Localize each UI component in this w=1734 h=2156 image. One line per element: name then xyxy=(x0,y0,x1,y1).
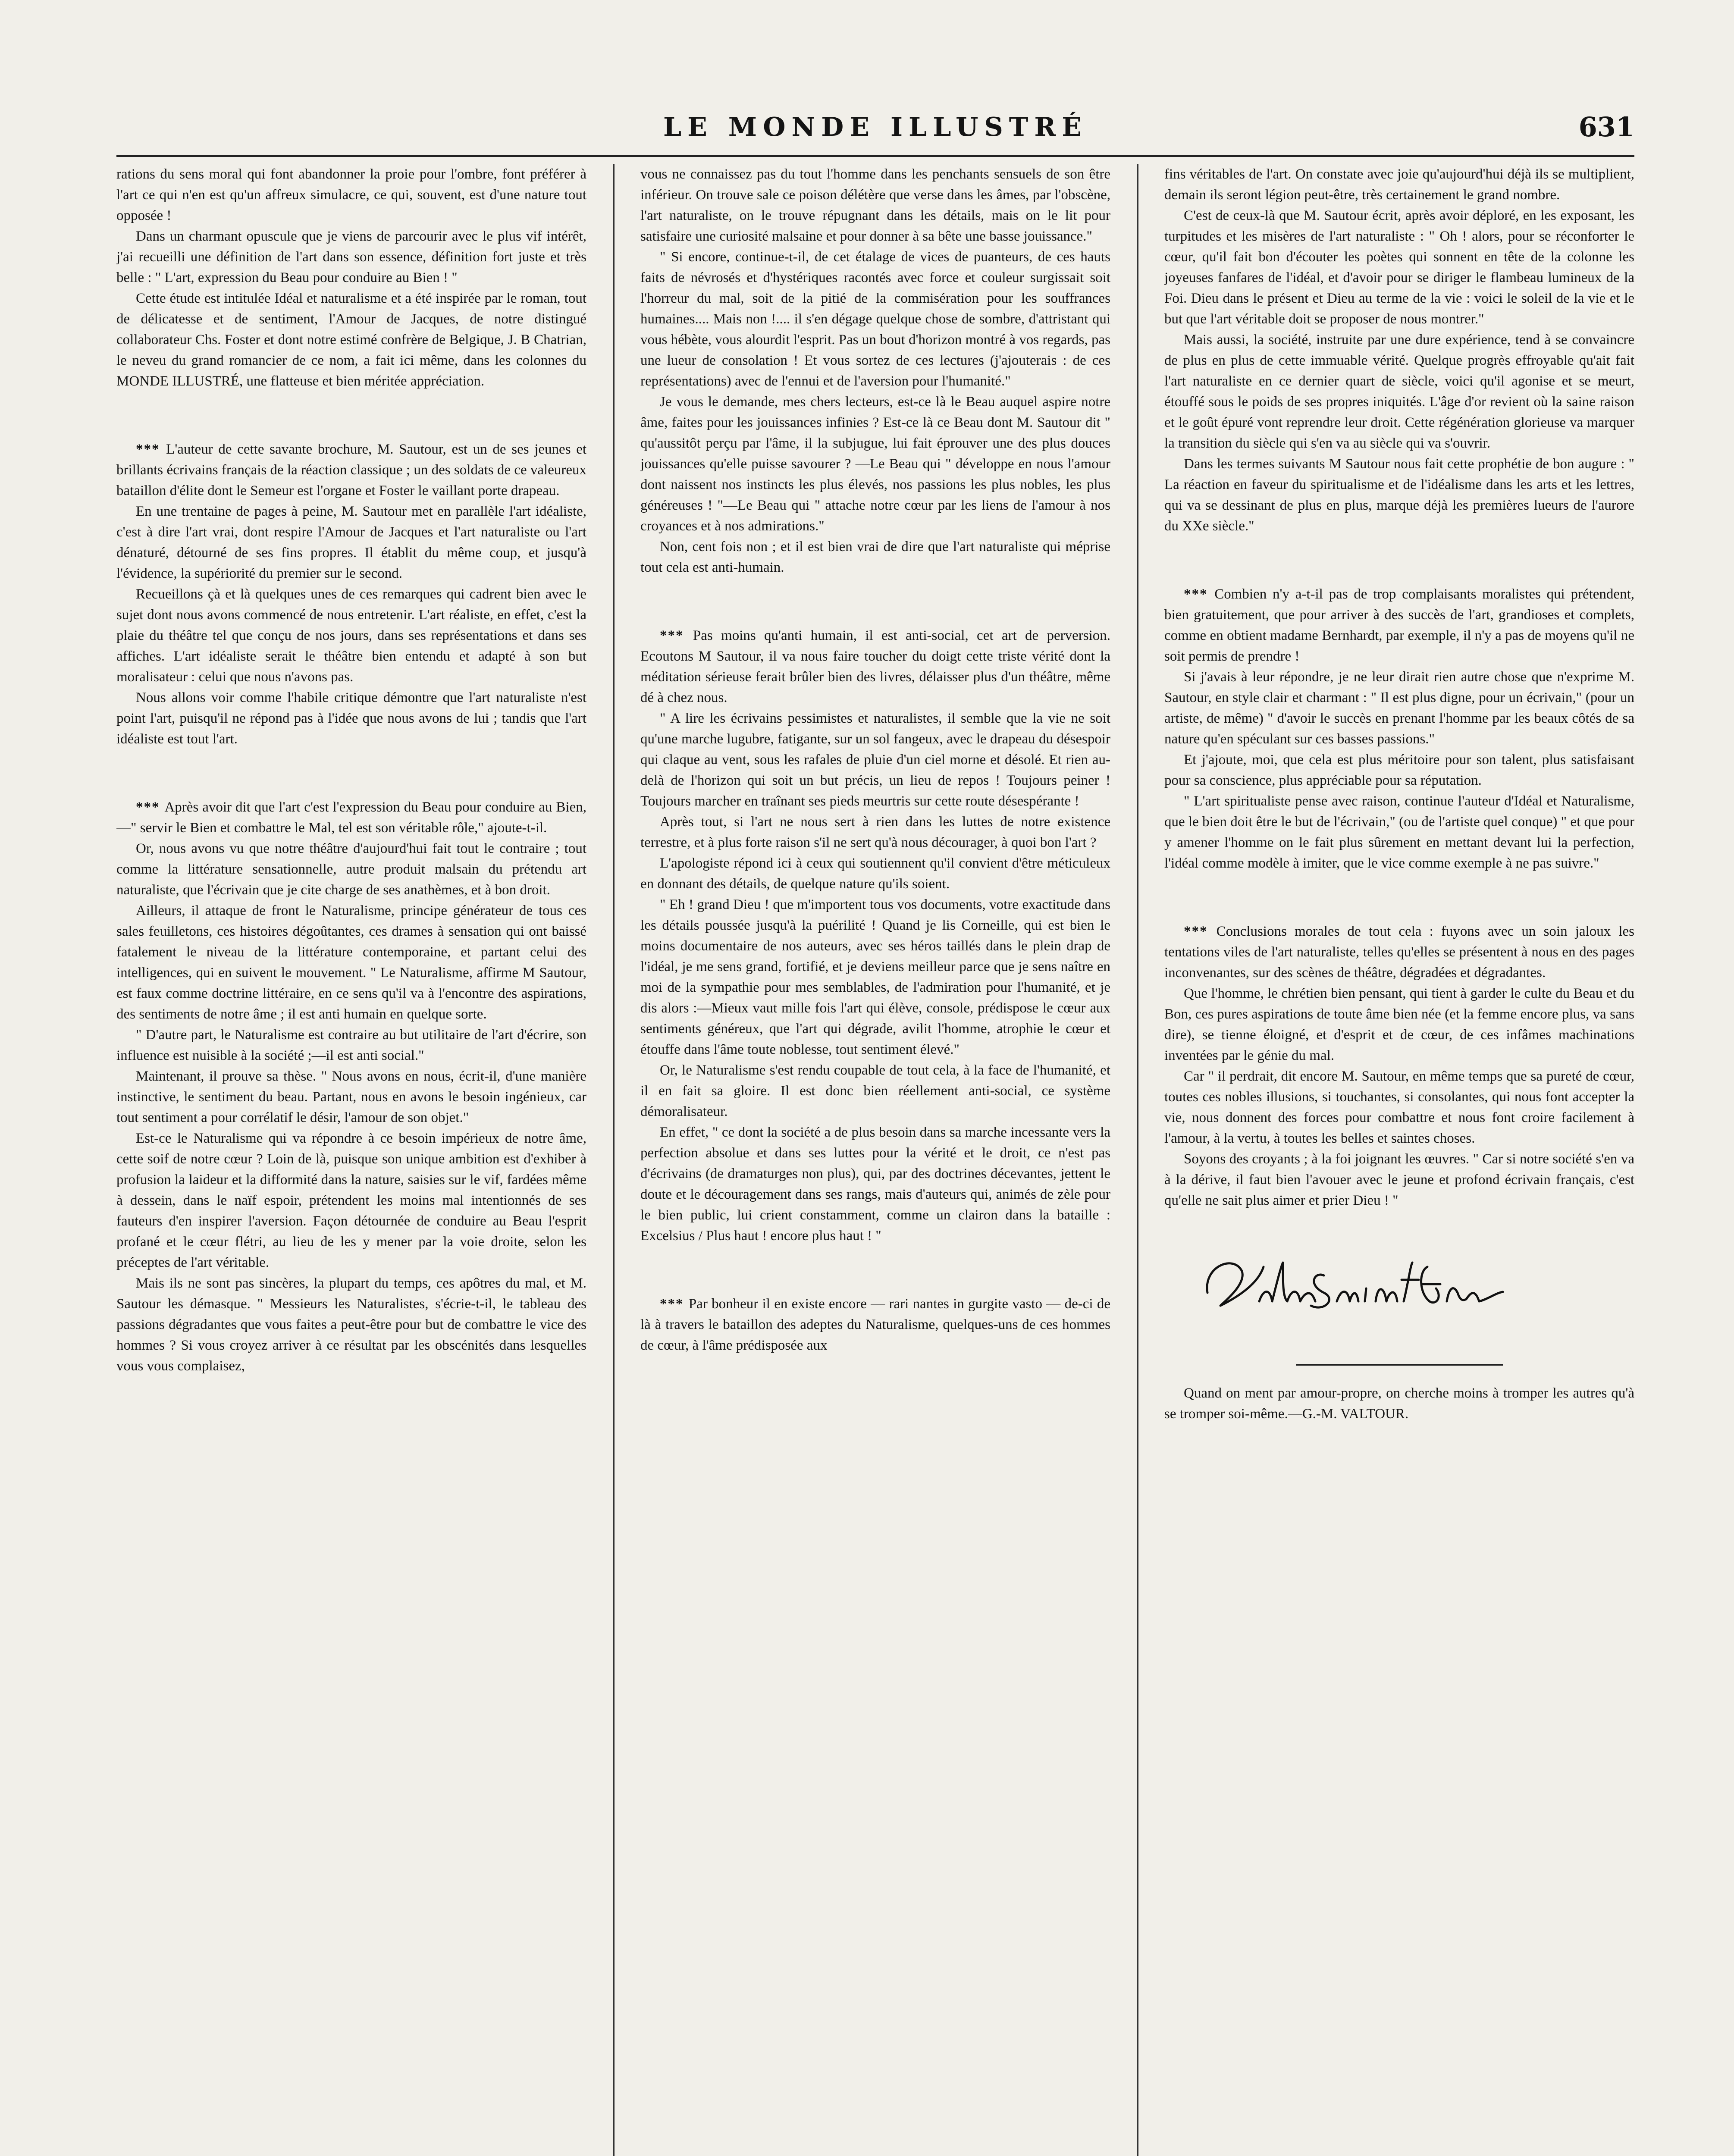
article-columns xyxy=(116,164,1634,2156)
paragraph: En effet, " ce dont la société a de plus besoin dans sa marche incessante vers la perfection absolue et dans ses luttes pour la vérité et le droit, ce n'est pas d'écrivains (de dramaturges non plus), qui, par des doctrines décevantes, jettent le doute et le découragement dans ses rangs, mais d'auteurs qui, animés de zèle pour le bien public, lui crient constamment, comme un clairon dans la bataille : Excelsius / Plus haut ! encore plus haut ! " xyxy=(640,1125,1110,1244)
paragraph: Nous allons voir comme l'habile critique démontre que l'art naturaliste n'est point l'art, puisqu'il ne répond pas à l'idée que nous avons de lui ; tandis que l'art idéaliste est tout l'art. xyxy=(116,690,586,747)
paragraph-text: Conclusions morales de tout cela : fuyons avec un soin jaloux les tentations viles de l'art naturaliste, telles qu'elles se présentent à nous en des pages inconvenantes, sur des scènes de théâtre, dégradées et dégradantes. xyxy=(1164,924,1634,981)
paragraph: " L'art spiritualiste pense avec raison, continue l'auteur d'Idéal et Naturalisme, que le bien doit être le but de l'écrivain," (ou de l'artiste quel conque) " et que pour y amener l'homme on le fait plus sûrement en mettant devant lui la perfection, l'idéal comme modèle à imiter, que le vice comme exemple à ne pas suivre." xyxy=(1164,793,1634,871)
paragraph xyxy=(116,797,586,838)
section xyxy=(640,1294,1110,1356)
paragraph-text: Pas moins qu'anti humain, il est anti-social, cet art de perversion. Ecoutons M Sautour, il va nous faire toucher du doigt cette triste vérité dont la méditation sérieuse ferait brûler bien des livres, délaisser plus d'un théâtre, même dé à chez nous. xyxy=(640,628,1110,705)
section-asterism: *** xyxy=(660,628,693,643)
paragraph: rations du sens moral qui font abandonner la proie pour l'ombre, font préférer à l'art ce qui n'en est qu'un affreux simulacre, ce qui, souvent, est d'une nature tout opposée ! xyxy=(116,166,586,223)
paragraph: Mais aussi, la société, instruite par une dure expérience, tend à se convaincre de plus en plus de cette immuable vérité. Quelque progrès effroyable qu'ait fait l'art naturaliste en ce dernier quart de siècle, voici qu'il agonise et se meurt, étouffé sous le poids de ses propres iniquités. L'âge d'or revient où la saine raison et le goût épuré vont reprendre leur droit. Cette régénération glorieuse va marquer la transition du siècle qui s'en va au siècle qui va s'ouvrir. xyxy=(1164,332,1634,451)
paragraph: Non, cent fois non ; et il est bien vrai de dire que l'art naturaliste qui méprise tout cela est anti-humain. xyxy=(640,539,1110,575)
paragraph: Car " il perdrait, dit encore M. Sautour, en même temps que sa pureté de cœur, toutes ces nobles illusions, si touchantes, si consolantes, qui nous font accepter la vie, nous donnent des forces pour combattre et nous font croire facilement à l'amour, à la vertu, à toutes les belles et saintes choses. xyxy=(1164,1069,1634,1146)
paragraph: Dans les termes suivants M Sautour nous fait cette prophétie de bon augure : " La réaction en faveur du spiritualisme et de l'idéalisme dans les arts et les lettres, qui va se dessinant de plus en plus, marque déjà les premières lueurs de l'aurore du XXe siècle." xyxy=(1164,456,1634,534)
handwritten-signature xyxy=(1195,1241,1505,1323)
column-divider xyxy=(613,164,615,2156)
paragraph: " D'autre part, le Naturalisme est contraire au but utilitaire de l'art d'écrire, son influence est nuisible à la société ;—il est anti social." xyxy=(116,1027,586,1063)
paragraph-text: Combien n'y a-t-il pas de trop complaisants moralistes qui prétendent, bien gratuitement, que pour arriver à des succès de l'art, grandioses et complets, comme en obtient madame Bernhardt, par exemple, il n'y a pas de moyens qu'il ne soit permis de prendre ! xyxy=(1164,586,1634,664)
closing-divider xyxy=(1296,1364,1503,1366)
paragraph-text: Après avoir dit que l'art c'est l'expression du Beau pour conduire au Bien,—" servir le Bien et combattre le Mal, tel est son véritable rôle," ajoute-t-il. xyxy=(116,799,586,836)
paragraph: Or, nous avons vu que notre théâtre d'aujourd'hui fait tout le contraire ; tout comme la littérature sensationnelle, autre produit malsain du prétendu art naturaliste, que l'écrivain que je cite charge de ses anathèmes, et à bon droit. xyxy=(116,841,586,898)
paragraph xyxy=(640,1294,1110,1356)
paragraph: Dans un charmant opuscule que je viens de parcourir avec le plus vif intérêt, j'ai recueilli une définition de l'art dans son essence, définition fort juste et très belle : " L'art, expression du Beau pour conduire au Bien ! " xyxy=(116,229,586,285)
masthead xyxy=(116,99,1634,157)
closing-maxim: Quand on ment par amour-propre, on cherche moins à tromper les autres qu'à se tromper soi-même.—G.-M. VALTOUR. xyxy=(1164,1385,1634,1422)
paragraph-text: Par bonheur il en existe encore — rari nantes in gurgite vasto — de-ci de là à travers le bataillon des adeptes du Naturalisme, quelques-uns de ces hommes de cœur, à l'âme prédisposée aux xyxy=(640,1296,1110,1353)
paragraph xyxy=(116,439,586,501)
newspaper-page xyxy=(116,99,1634,2156)
section-asterism: *** xyxy=(660,1296,689,1312)
paragraph: " Eh ! grand Dieu ! que m'importent tous vos documents, votre exactitude dans les détails poussée jusqu'à la puérilité ! Quand je lis Corneille, qui est bien le moins documentaire de nos auteurs, avec ses héros taillés dans le plein drap de l'idéal, je me sens grand, fortifié, et je deviens meilleur parce que je sens naître en moi de la sympathie pour mes semblables, de l'admiration pour l'humanité, et je dis alors :—Mieux vaut mille fois l'art qui élève, console, prédispose le cœur aux sentiments généreux, que l'art qui dégrade, avilit l'homme, atrophie le cœur et étouffe dans l'âme toute noblesse, tout sentiment élevé." xyxy=(640,897,1110,1057)
section xyxy=(116,439,586,749)
section xyxy=(1164,584,1634,874)
paragraph: vous ne connaissez pas du tout l'homme dans les penchants sensuels de son être inférieur. On trouve sale ce poison délétère que verse dans les âmes, par l'obscène, l'art naturaliste, on le trouve répugnant dans les détails, mais on le lit pour satisfaire une curiosité malsaine et pour donner à sa bête une basse jouissance." xyxy=(640,166,1110,244)
section-asterism: *** xyxy=(1184,924,1217,939)
paragraph: Si j'avais à leur répondre, je ne leur dirait rien autre chose que n'exprime M. Sautour, en style clair et charmant : " Il est plus digne, pour un écrivain," (pour un artiste, de même) " d'avoir le succès en prenant l'homme par les beaux côtés de sa nature qu'en spéculant sur ces basses passions." xyxy=(1164,669,1634,747)
paragraph: Cette étude est intitulée Idéal et naturalisme et a été inspirée par le roman, tout de délicatesse et de sentiment, l'Amour de Jacques, de notre distingué collaborateur Chs. Foster et dont notre estimé confrère de Belgique, J. B Chatrian, le neveu du grand romancier de ce nom, a fait ici même, dans les colonnes du MONDE ILLUSTRÉ, une flatteuse et bien méritée appréciation. xyxy=(116,291,586,389)
section xyxy=(116,797,586,1376)
column-3 xyxy=(1164,164,1634,2156)
paragraph-text: L'auteur de cette savante brochure, M. Sautour, est un de ses jeunes et brillants écrivains français de la réaction classique ; un des soldats de ce valeureux bataillon d'élite dont le Semeur est l'organe et Foster le vaillant porte drapeau. xyxy=(116,442,586,498)
paragraph xyxy=(640,625,1110,708)
column-1 xyxy=(116,164,586,2156)
paragraph: Soyons des croyants ; à la foi joignant les œuvres. " Car si notre société s'en va à la dérive, il faut bien l'avouer avec le jeune et profond écrivain français, c'est qu'elle ne sait plus aimer et prier Dieu ! " xyxy=(1164,1151,1634,1208)
paragraph: Ailleurs, il attaque de front le Naturalisme, principe générateur de tous ces sales feuilletons, ces histoires dégoûtantes, ces drames à sensation qui ont baissé fatalement le niveau de la littérature contemporaine, et partant celui des intelligences, qui en suivent le mouvement. " Le Naturalisme, affirme M Sautour, est faux comme doctrine littéraire, en ce sens qu'il va à l'encontre des aspirations, des sentiments de notre âme ; il est anti humain en quelque sorte. xyxy=(116,903,586,1022)
paragraph: Après tout, si l'art ne nous sert à rien dans les luttes de notre existence terrestre, et à plus forte raison s'il ne sert qu'à nous décourager, à quoi bon l'art ? xyxy=(640,814,1110,850)
paragraph xyxy=(1164,921,1634,983)
paragraph: Je vous le demande, mes chers lecteurs, est-ce là le Beau auquel aspire notre âme, faites pour les jouissances infinies ? Est-ce là ce Beau dont M. Sautour dit " qu'aussitôt perçu par l'âme, il la subjugue, lui fait éprouver une des plus douces jouissances qu'elle puisse savourer ? —Le Beau qui " développe en nous l'amour dont naissent nos instincts les plus élevés, nos passions les plus nobles, les plus généreuses ! "—Le Beau qui " attache notre cœur par les liens de l'amour à nos croyances et à nos admirations." xyxy=(640,394,1110,534)
section-asterism: *** xyxy=(136,799,165,815)
paragraph: Or, le Naturalisme s'est rendu coupable de tout cela, à la face de l'humanité, et il en fait sa gloire. Il est donc bien réellement anti-social, ce système démoralisateur. xyxy=(640,1062,1110,1119)
paragraph: En une trentaine de pages à peine, M. Sautour met en parallèle l'art idéaliste, c'est à dire l'art vrai, dont respire l'Amour de Jacques et l'art naturaliste ou l'art dénaturé, détourné de ses fins propres. Il établit du même coup, et jusqu'à l'évidence, la supériorité du premier sur le second. xyxy=(116,504,586,581)
paragraph: fins véritables de l'art. On constate avec joie qu'aujourd'hui déjà ils se multiplient, demain ils seront légion peut-être, très certainement le grand nombre. xyxy=(1164,166,1634,203)
paragraph: " Si encore, continue-t-il, de cet étalage de vices de puanteurs, de ces hauts faits de névrosés et d'hystériques racontés avec force et couleur surgissait soit l'horreur du mal, soit de la pitié de la commisération pour les souffrances humaines.... Mais non !.... il s'en dégage quelque chose de sombre, d'attristant qui vous hébète, vous alourdit l'esprit. Pas un bout d'horizon montré à vos regards, pas une lueur de consolation ! Et vous sortez de ces lectures (j'ajouterais : de ces représentations) avec de l'ennui et de l'aversion pour l'humanité." xyxy=(640,249,1110,389)
paragraph: Et j'ajoute, moi, que cela est plus méritoire pour son talent, plus satisfaisant pour sa conscience, plus appréciable pour sa réputation. xyxy=(1164,752,1634,788)
paragraph: Est-ce le Naturalisme qui va répondre à ce besoin impérieux de notre âme, cette soif de notre cœur ? Loin de là, puisque son unique ambition est d'exhiber à profusion la laideur et la difformité dans la nature, saisies sur le vif, fardées même à dessein, dans le naïf espoir, prétendent les moins mal intentionnés de ses fauteurs d'en inspirer l'aversion. Façon détournée de conduire au Beau l'esprit profané et le cœur flétri, au lieu de les y mener par la voie droite, selon les préceptes de l'art véritable. xyxy=(116,1131,586,1270)
paragraph: " A lire les écrivains pessimistes et naturalistes, il semble que la vie ne soit qu'une marche lugubre, fatigante, sur un sol fangeux, avec le drapeau du désespoir qui claque au vent, sous les rafales de pluie d'un ciel morne et désolé. Et rien au-delà de l'horizon qui soit un but précis, un lieu de repos ! Toujours peiner ! Toujours marcher en traînant ses pieds meurtris sur cette route désespérante ! xyxy=(640,711,1110,809)
paragraph: C'est de ceux-là que M. Sautour écrit, après avoir déploré, en les exposant, les turpitudes et les misères de l'art naturaliste : " Oh ! alors, pour se réconforter le cœur, qu'il fait bon d'écouter les poètes qui sonnent en tête de la colonne les joyeuses fanfares de l'idéal, et d'avoir pour se diriger le flambeau lumineux de la Foi. Dieu dans le présent et Dieu au terme de la vie : voici le soleil de la vie et le but que l'art véritable doit se proposer de nous montrer." xyxy=(1164,208,1634,327)
paragraph: Mais ils ne sont pas sincères, la plupart du temps, ces apôtres du mal, et M. Sautour les démasque. " Messieurs les Naturalistes, s'écrie-t-il, le tableau des passions dégradantes que vous faites a peut-être pour but de combattre le vice des hommes ? Si vous croyez arriver à ce résultat par les obscénités dans lesquelles vous vous complaisez, xyxy=(116,1275,586,1374)
section xyxy=(640,625,1110,1246)
paragraph: Que l'homme, le chrétien bien pensant, qui tient à garder le culte du Beau et du Bon, ces pures aspirations de toute âme bien née (et la femme encore plus, va sans dire), se tienne éloigné, et d'esprit et de cœur, de ces infâmes machinations inventées par le génie du mal. xyxy=(1164,986,1634,1063)
section xyxy=(1164,921,1634,1211)
section-asterism: *** xyxy=(1184,586,1215,602)
column-divider xyxy=(1137,164,1138,2156)
paragraph: Maintenant, il prouve sa thèse. " Nous avons en nous, écrit-il, d'une manière instinctive, le sentiment du beau. Partant, nous en avons le besoin ingénieux, car tout sentiment a pour corrélatif le désir, l'amour de son objet." xyxy=(116,1069,586,1125)
paragraph xyxy=(1164,584,1634,667)
column-2 xyxy=(640,164,1110,2156)
paragraph: L'apologiste répond ici à ceux qui soutiennent qu'il convient d'être méticuleux en donnant des détails, de quelque nature qu'ils soient. xyxy=(640,856,1110,892)
page-number: 631 xyxy=(1578,111,1634,143)
paragraph: Recueillons çà et là quelques unes de ces remarques qui cadrent bien avec le sujet dont nous avons commencé de nous entretenir. L'art réaliste, en effet, c'est la plaie du théâtre tel que conçu de nos jours, dans ses représentations et dans ses affiches. L'art idéaliste serait le théâtre bien entendu et adapté à son but moralisateur : celui que nous n'avons pas. xyxy=(116,586,586,685)
section-asterism: *** xyxy=(136,442,166,457)
newspaper-title: LE MONDE ILLUSTRÉ xyxy=(663,112,1088,142)
